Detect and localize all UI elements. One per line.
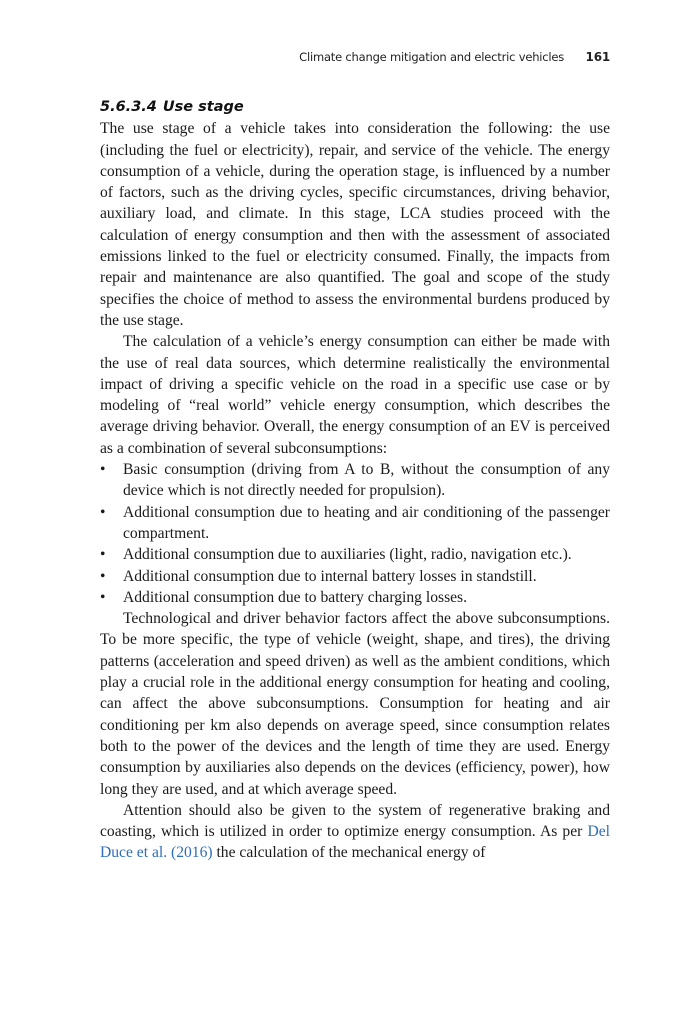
section-number: 5.6.3.4 [100,99,157,115]
paragraph-1: The use stage of a vehicle takes into consideration the following: the use (including the fuel or electricity), repair, and service of the vehicle. The energy consumption of a vehicle, during the operation stage, is influenced by a number of factors, such as the driving cycles, specific circumstances, driving behavior, auxiliary load, and climate. In this stage, LCA studies proceed with the calculation of energy consumption and then with the assessment of associated emissions linked to the fuel or electricity consumed. Finally, the impacts from repair and maintenance are also quantified. The goal and scope of the study specifies the choice of method to assess the environmental burdens produced by the use stage. [100,120,610,329]
bullet-icon: • [100,567,106,585]
list-item-text: Additional consumption due to battery charging losses. [123,588,468,606]
section-heading [100,97,610,118]
bullet-icon: • [100,588,106,606]
list-item [100,566,610,587]
bullet-icon: • [100,503,106,521]
bullet-icon: • [100,546,106,564]
bullet-icon: • [100,461,106,479]
running-head-title: Climate change mitigation and electric vehicles [299,50,565,64]
list-item [100,544,610,565]
paragraph-3: Technological and driver behavior factors affect the above subconsumptions. To be more specific, the type of vehicle (weight, shape, and tires), the driving patterns (acceleration and speed driven) as well as the ambient conditions, which play a crucial role in the additional energy consumption for heating and cooling, can affect the above subconsumptions. Consumption for heating and air conditioning per km also depends on average speed, since consumption relates both to the power of the devices and the length of time they are used. Energy consumption by auxiliaries also depends on the devices (efficiency, power), how long they are used, and at which average speed. [100,610,610,798]
page-body [100,97,610,864]
running-head [299,50,610,64]
list-item [100,502,610,545]
paragraph-2: The calculation of a vehicle’s energy consumption can either be made with the use of real data sources, which determine realistically the environmental impact of driving a specific vehicle on the road in a specific use case or by modeling of “real world” vehicle energy consumption, which describes the average driving behavior. Overall, the energy consumption of an EV is perceived as a combination of several subconsumptions: [100,333,610,457]
list-item [100,587,610,608]
page-number: 161 [585,50,610,64]
bullet-list [100,459,610,608]
list-item-text: Additional consumption due to internal battery losses in standstill. [123,567,537,585]
list-item-text: Additional consumption due to heating and air conditioning of the passenger compartment. [123,503,610,542]
list-item [100,459,610,502]
citation-link[interactable]: Del Duce et al. (2016) [100,823,610,862]
section-title: Use stage [162,99,244,115]
list-item-text: Additional consumption due to auxiliaries (light, radio, navigation etc.). [123,546,572,564]
paragraph-4 [100,800,610,864]
paragraph-4-lead: Attention should also be given to the system of regenerative braking and coasting, which is utilized in order to optimize energy consumption. As per [100,801,610,841]
paragraph-4-tail: the calculation of the mechanical energy of [212,844,486,862]
list-item-text: Basic consumption (driving from A to B, without the consumption of any device which is not directly needed for propulsion). [123,461,610,500]
